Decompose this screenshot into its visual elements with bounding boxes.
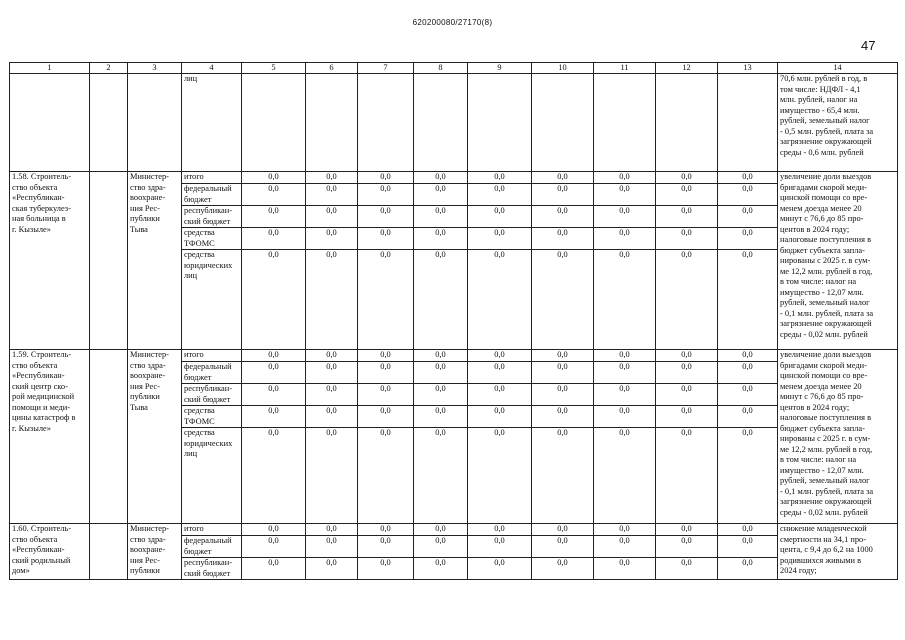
empty-cell bbox=[306, 74, 358, 172]
value-cell: 0,0 bbox=[718, 184, 778, 206]
value-cell: 0,0 bbox=[358, 206, 414, 228]
value-cell: 0,0 bbox=[306, 536, 358, 558]
value-cell: 0,0 bbox=[306, 228, 358, 250]
empty-cell bbox=[656, 74, 718, 172]
value-cell: 0,0 bbox=[468, 406, 532, 428]
value-cell: 0,0 bbox=[242, 558, 306, 580]
value-cell: 0,0 bbox=[358, 558, 414, 580]
value-cell: 0,0 bbox=[594, 206, 656, 228]
value-cell: 0,0 bbox=[718, 406, 778, 428]
object-name-cell: 1.60. Строитель- ство объекта «Республикан- ский родильный дом» bbox=[10, 524, 90, 580]
value-cell: 0,0 bbox=[242, 536, 306, 558]
empty-cell bbox=[468, 74, 532, 172]
value-cell: 0,0 bbox=[656, 536, 718, 558]
value-cell: 0,0 bbox=[532, 558, 594, 580]
value-cell: 0,0 bbox=[242, 184, 306, 206]
value-cell: 0,0 bbox=[414, 228, 468, 250]
value-cell: 0,0 bbox=[414, 536, 468, 558]
empty-cell bbox=[90, 172, 128, 350]
empty-cell bbox=[242, 74, 306, 172]
value-cell: 0,0 bbox=[306, 172, 358, 184]
value-cell: 0,0 bbox=[718, 228, 778, 250]
column-number: 11 bbox=[594, 63, 656, 74]
value-cell: 0,0 bbox=[358, 406, 414, 428]
value-cell: 0,0 bbox=[242, 428, 306, 524]
value-cell: 0,0 bbox=[718, 536, 778, 558]
empty-cell bbox=[414, 74, 468, 172]
value-cell: 0,0 bbox=[532, 172, 594, 184]
value-cell: 0,0 bbox=[656, 250, 718, 350]
value-cell: 0,0 bbox=[718, 524, 778, 536]
value-cell: 0,0 bbox=[468, 428, 532, 524]
value-cell: 0,0 bbox=[718, 206, 778, 228]
value-cell: 0,0 bbox=[718, 172, 778, 184]
value-cell: 0,0 bbox=[358, 536, 414, 558]
column-number: 5 bbox=[242, 63, 306, 74]
value-cell: 0,0 bbox=[594, 558, 656, 580]
value-cell: 0,0 bbox=[532, 250, 594, 350]
funding-row bbox=[10, 350, 898, 362]
carry-over-row bbox=[10, 74, 898, 172]
value-cell: 0,0 bbox=[656, 172, 718, 184]
value-cell: 0,0 bbox=[358, 428, 414, 524]
note-cell: увеличение доли выездов бригадами скорой меди- цинской помощи со вре- менем доезда менее 20 минут с 76,6 до 85 про- центов в 2024 году; налоговые поступления в бюджет субъекта запла- нированы с 2025 г. в сум- ме 12,2 млн. рублей в год, в том числе: налог на имущество - 12,07 млн. рублей, земельный налог - 0,1 млн. рублей, плата за загрязнение окружающей среды - 0,02 млн. рублей bbox=[778, 172, 898, 350]
value-cell: 0,0 bbox=[414, 250, 468, 350]
value-cell: 0,0 bbox=[358, 228, 414, 250]
column-number: 7 bbox=[358, 63, 414, 74]
value-cell: 0,0 bbox=[358, 184, 414, 206]
column-number: 3 bbox=[128, 63, 182, 74]
ministry-cell: Министер- ство здра- воохране- ния Рес- публики Тыва bbox=[128, 172, 182, 350]
value-cell: 0,0 bbox=[532, 524, 594, 536]
value-cell: 0,0 bbox=[594, 184, 656, 206]
value-cell: 0,0 bbox=[414, 206, 468, 228]
column-number: 13 bbox=[718, 63, 778, 74]
value-cell: 0,0 bbox=[656, 362, 718, 384]
funding-source-cell: средства юридических лиц bbox=[182, 428, 242, 524]
object-cell bbox=[10, 74, 90, 172]
document-id: 620200080/27170(8) bbox=[412, 18, 493, 27]
value-cell: 0,0 bbox=[594, 172, 656, 184]
object-name-cell: 1.59. Строитель- ство объекта «Республикан- ский центр ско- рой медицинской помощи и меди- цины катастроф в г. Кызыле» bbox=[10, 350, 90, 524]
funding-source-cell: средства ТФОМС bbox=[182, 406, 242, 428]
value-cell: 0,0 bbox=[468, 558, 532, 580]
value-cell: 0,0 bbox=[414, 406, 468, 428]
value-cell: 0,0 bbox=[532, 362, 594, 384]
funding-source-cell: республикан- ский бюджет bbox=[182, 558, 242, 580]
value-cell: 0,0 bbox=[718, 250, 778, 350]
empty-cell bbox=[358, 74, 414, 172]
value-cell: 0,0 bbox=[718, 428, 778, 524]
value-cell: 0,0 bbox=[358, 250, 414, 350]
value-cell: 0,0 bbox=[414, 172, 468, 184]
value-cell: 0,0 bbox=[242, 228, 306, 250]
empty-cell bbox=[90, 74, 128, 172]
value-cell: 0,0 bbox=[306, 350, 358, 362]
value-cell: 0,0 bbox=[594, 406, 656, 428]
value-cell: 0,0 bbox=[242, 172, 306, 184]
value-cell: 0,0 bbox=[358, 350, 414, 362]
value-cell: 0,0 bbox=[656, 558, 718, 580]
value-cell: 0,0 bbox=[718, 362, 778, 384]
funding-source-cell: республикан- ский бюджет bbox=[182, 206, 242, 228]
value-cell: 0,0 bbox=[718, 558, 778, 580]
column-number: 14 bbox=[778, 63, 898, 74]
value-cell: 0,0 bbox=[594, 524, 656, 536]
value-cell: 0,0 bbox=[718, 384, 778, 406]
value-cell: 0,0 bbox=[656, 350, 718, 362]
funding-source-cell: средства ТФОМС bbox=[182, 228, 242, 250]
value-cell: 0,0 bbox=[306, 558, 358, 580]
value-cell: 0,0 bbox=[594, 250, 656, 350]
value-cell: 0,0 bbox=[532, 206, 594, 228]
value-cell: 0,0 bbox=[468, 206, 532, 228]
funding-row bbox=[10, 524, 898, 536]
value-cell: 0,0 bbox=[718, 350, 778, 362]
empty-cell bbox=[128, 74, 182, 172]
value-cell: 0,0 bbox=[656, 206, 718, 228]
ministry-cell: Министер- ство здра- воохране- ния Рес- публики bbox=[128, 524, 182, 580]
empty-cell bbox=[718, 74, 778, 172]
funding-source-cell: лиц bbox=[182, 74, 242, 172]
value-cell: 0,0 bbox=[594, 428, 656, 524]
value-cell: 0,0 bbox=[468, 228, 532, 250]
column-number: 12 bbox=[656, 63, 718, 74]
value-cell: 0,0 bbox=[468, 536, 532, 558]
value-cell: 0,0 bbox=[306, 384, 358, 406]
funding-source-cell: федеральный бюджет bbox=[182, 184, 242, 206]
ministry-cell: Министер- ство здра- воохране- ния Рес- публики Тыва bbox=[128, 350, 182, 524]
empty-cell bbox=[594, 74, 656, 172]
column-number: 6 bbox=[306, 63, 358, 74]
value-cell: 0,0 bbox=[532, 406, 594, 428]
value-cell: 0,0 bbox=[532, 228, 594, 250]
value-cell: 0,0 bbox=[532, 350, 594, 362]
value-cell: 0,0 bbox=[594, 362, 656, 384]
value-cell: 0,0 bbox=[242, 384, 306, 406]
empty-cell bbox=[90, 350, 128, 524]
column-number: 4 bbox=[182, 63, 242, 74]
value-cell: 0,0 bbox=[468, 184, 532, 206]
funding-source-cell: средства юридических лиц bbox=[182, 250, 242, 350]
value-cell: 0,0 bbox=[414, 428, 468, 524]
value-cell: 0,0 bbox=[594, 384, 656, 406]
value-cell: 0,0 bbox=[358, 172, 414, 184]
value-cell: 0,0 bbox=[468, 350, 532, 362]
value-cell: 0,0 bbox=[242, 524, 306, 536]
value-cell: 0,0 bbox=[414, 184, 468, 206]
value-cell: 0,0 bbox=[306, 524, 358, 536]
value-cell: 0,0 bbox=[414, 558, 468, 580]
value-cell: 0,0 bbox=[656, 184, 718, 206]
value-cell: 0,0 bbox=[242, 250, 306, 350]
funding-source-cell: итого bbox=[182, 172, 242, 184]
column-number-row bbox=[10, 63, 898, 74]
funding-row bbox=[10, 172, 898, 184]
note-cell: увеличение доли выездов бригадами скорой меди- цинской помощи со вре- менем доезда менее 20 минут с 76,6 до 85 про- центов в 2024 году; налоговые поступления в бюджет субъекта запла- нированы с 2025 г. в сум- ме 12,2 млн. рублей в год, в том числе: налог на имущество - 12,07 млн. рублей, земельный налог - 0,1 млн. рублей, плата за загрязнение окружающей среды - 0,02 млн. рублей bbox=[778, 350, 898, 524]
value-cell: 0,0 bbox=[306, 406, 358, 428]
value-cell: 0,0 bbox=[468, 250, 532, 350]
funding-source-cell: республикан- ский бюджет bbox=[182, 384, 242, 406]
value-cell: 0,0 bbox=[468, 172, 532, 184]
column-number: 9 bbox=[468, 63, 532, 74]
value-cell: 0,0 bbox=[656, 228, 718, 250]
note-cell: 70,6 млн. рублей в год, в том числе: НДФЛ - 4,1 млн. рублей, налог на имущество - 65,4 млн. рублей, земельный налог - 0,5 млн. рублей, плата за загрязнение окружающей среды - 0,6 млн. рублей bbox=[778, 74, 898, 172]
funding-source-cell: итого bbox=[182, 350, 242, 362]
funding-source-cell: итого bbox=[182, 524, 242, 536]
column-number: 2 bbox=[90, 63, 128, 74]
value-cell: 0,0 bbox=[358, 524, 414, 536]
value-cell: 0,0 bbox=[656, 524, 718, 536]
value-cell: 0,0 bbox=[242, 362, 306, 384]
column-number: 10 bbox=[532, 63, 594, 74]
value-cell: 0,0 bbox=[414, 524, 468, 536]
column-number: 1 bbox=[10, 63, 90, 74]
value-cell: 0,0 bbox=[656, 406, 718, 428]
value-cell: 0,0 bbox=[414, 350, 468, 362]
value-cell: 0,0 bbox=[358, 384, 414, 406]
funding-source-cell: федеральный бюджет bbox=[182, 362, 242, 384]
value-cell: 0,0 bbox=[656, 428, 718, 524]
value-cell: 0,0 bbox=[242, 350, 306, 362]
value-cell: 0,0 bbox=[306, 362, 358, 384]
object-name-cell: 1.58. Строитель- ство объекта «Республикан- ская туберкулез- ная больница в г. Кызыле» bbox=[10, 172, 90, 350]
value-cell: 0,0 bbox=[532, 536, 594, 558]
empty-cell bbox=[532, 74, 594, 172]
page-number: 47 bbox=[861, 38, 876, 53]
value-cell: 0,0 bbox=[414, 362, 468, 384]
value-cell: 0,0 bbox=[532, 384, 594, 406]
value-cell: 0,0 bbox=[306, 184, 358, 206]
value-cell: 0,0 bbox=[242, 406, 306, 428]
value-cell: 0,0 bbox=[468, 524, 532, 536]
note-cell: снижение младенческой смертности на 34,1 про- цента, с 9,4 до 6,2 на 1000 родившихся живыми в 2024 году; bbox=[778, 524, 898, 580]
value-cell: 0,0 bbox=[656, 384, 718, 406]
funding-source-cell: федеральный бюджет bbox=[182, 536, 242, 558]
value-cell: 0,0 bbox=[532, 184, 594, 206]
value-cell: 0,0 bbox=[306, 428, 358, 524]
value-cell: 0,0 bbox=[306, 206, 358, 228]
value-cell: 0,0 bbox=[306, 250, 358, 350]
value-cell: 0,0 bbox=[242, 206, 306, 228]
value-cell: 0,0 bbox=[594, 228, 656, 250]
value-cell: 0,0 bbox=[594, 350, 656, 362]
value-cell: 0,0 bbox=[532, 428, 594, 524]
value-cell: 0,0 bbox=[468, 384, 532, 406]
value-cell: 0,0 bbox=[414, 384, 468, 406]
value-cell: 0,0 bbox=[358, 362, 414, 384]
program-table bbox=[9, 62, 898, 580]
empty-cell bbox=[90, 524, 128, 580]
value-cell: 0,0 bbox=[594, 536, 656, 558]
value-cell: 0,0 bbox=[468, 362, 532, 384]
column-number: 8 bbox=[414, 63, 468, 74]
